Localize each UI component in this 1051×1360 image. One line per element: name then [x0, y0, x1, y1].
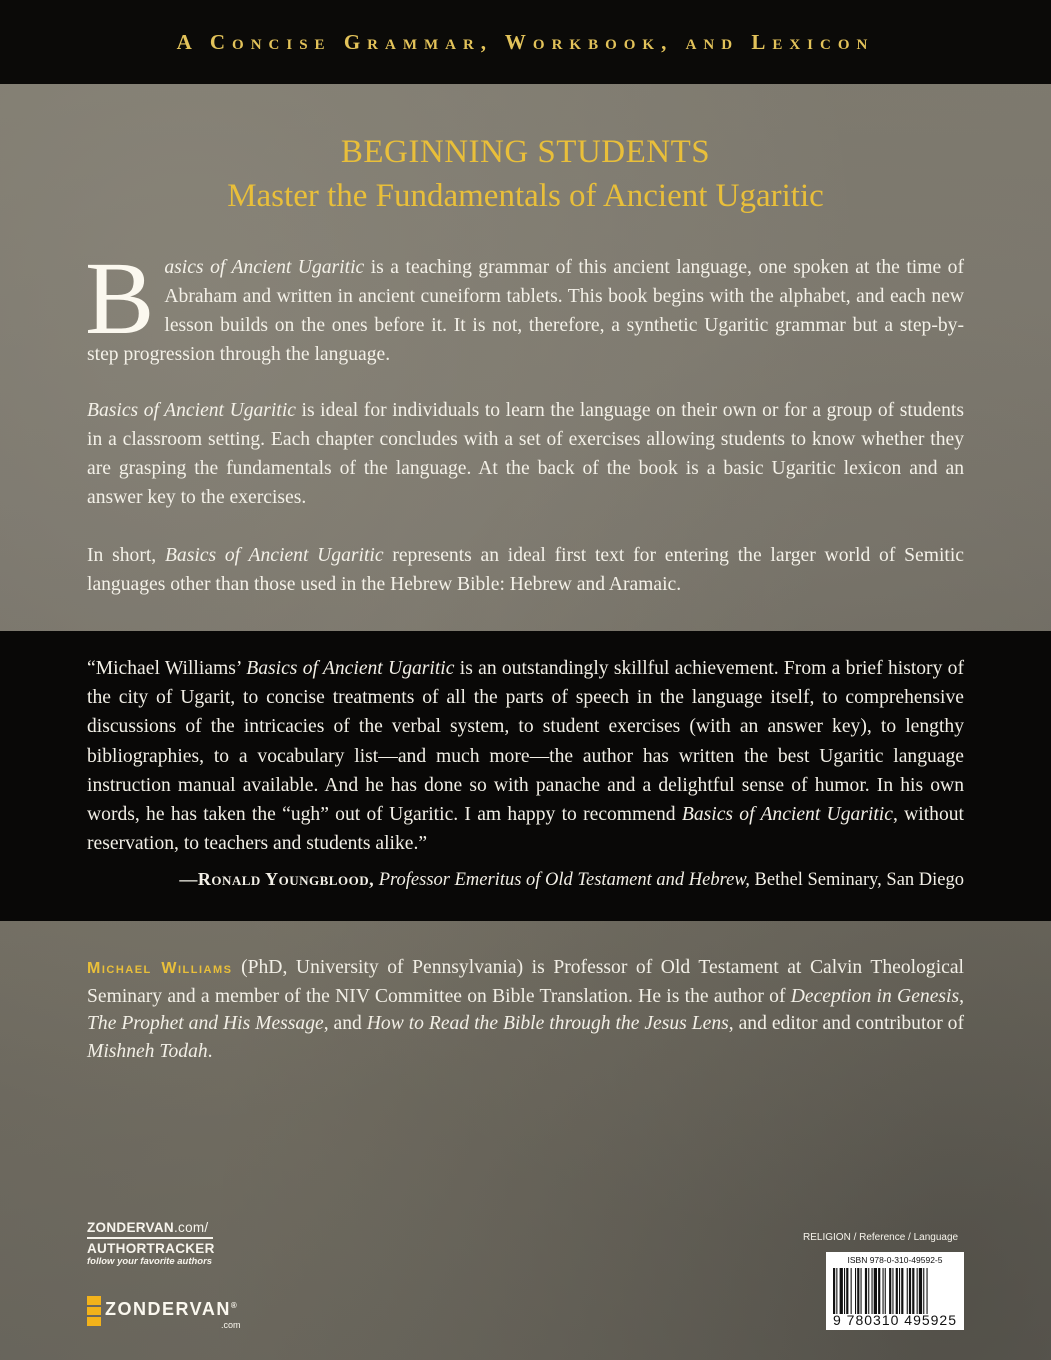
quote-text: is an outstandingly skillful achievement. From a brief history of the city of Ugarit, to concise treatments of all the parts of speech in the language itself, to comprehensive discussions of the intricacies of the verbal system, to student exercises (with an answer key), to lengthy bibliographies, to a vocabulary list—and much more—the author has written the best Ugaritic language instruction manual available. And he has done so with panache and a delightful sense of humor. In his own words, he has taken the “ugh” out of Ugaritic. I am happy to recommend	[87, 658, 964, 826]
barcode-bar	[889, 1268, 891, 1314]
paragraph-text: represents an ideal first text for entering the larger world of Semitic languages other than those used in the Hebrew Bible: Hebrew and Aramaic.	[87, 545, 964, 595]
book-title: How to Read the Bible through the Jesus Lens	[366, 1013, 729, 1035]
book-title: Deception in Genesis	[790, 985, 960, 1007]
barcode-bar	[919, 1268, 922, 1314]
barcode-bar	[861, 1268, 862, 1314]
barcode-bars-icon	[832, 1268, 960, 1314]
barcode-bar	[899, 1268, 900, 1314]
barcode-bar	[872, 1268, 873, 1314]
barcode-bar	[927, 1268, 928, 1314]
description-paragraph-1	[85, 241, 965, 369]
publisher-suffix: .com	[221, 1320, 241, 1330]
isbn-label: ISBN 978-0-310-49592-5	[847, 1255, 943, 1265]
tracker-title: AUTHORTRACKER	[87, 1240, 215, 1256]
paragraph-text: is a teaching grammar of this ancient language, one spoken at the time of Abraham and written in ancient cuneiform tablets. This book begins with the alphabet, and each new lesson builds on the ones before it. It is not, therefore, a synthetic Ugaritic grammar but a step-by-step progression through the language.	[87, 257, 965, 365]
barcode-bar	[878, 1268, 880, 1314]
headline-promise: Master the Fundamentals of Ancient Ugaritic	[227, 178, 824, 214]
description-paragraph-3	[87, 541, 964, 599]
book-title: Basics of Ancient Ugaritic	[87, 400, 296, 421]
barcode-bar	[851, 1268, 852, 1314]
barcode-bar	[907, 1268, 908, 1314]
barcode-bar	[917, 1268, 918, 1314]
book-title: asics of Ancient Ugaritic	[164, 257, 365, 278]
bio-text: ,	[959, 985, 964, 1007]
zondervan-mark-icon	[87, 1296, 101, 1326]
barcode-bar	[885, 1268, 886, 1314]
barcode-bar	[865, 1268, 867, 1314]
bio-text: (PhD, University of Pennsylvania) is Professor of Old Testament at Calvin Theological Seminary and a member of the NIV Committee on Bible Translation. He is the author of	[87, 957, 964, 1007]
bisac-category: RELIGION / Reference / Language	[803, 1232, 959, 1243]
barcode-bar	[855, 1268, 856, 1314]
publisher-wordmark: ZONDERVAN	[105, 1299, 231, 1319]
endorser-name: —Ronald Youngblood,	[179, 869, 375, 889]
author-name: Michael Williams	[87, 960, 233, 977]
authortracker-logo	[87, 1220, 227, 1267]
bio-text: .	[207, 1040, 213, 1062]
endorsement-quote	[87, 654, 964, 858]
book-title: The Prophet and His Message	[87, 1013, 324, 1035]
top-band	[0, 0, 1051, 84]
registered-mark: ®	[230, 1301, 239, 1310]
barcode-bar	[923, 1268, 924, 1314]
bio-text: , and editor and contributor of	[728, 1013, 964, 1035]
tracker-url	[87, 1220, 227, 1235]
bio-text: , and	[323, 1013, 367, 1035]
barcode-bar	[868, 1268, 869, 1314]
barcode-bar	[874, 1268, 877, 1314]
paragraph-text: is ideal for individuals to learn the language on their own or for a group of students in a classroom setting. Each chapter concludes with a set of exercises allowing students to know whether they are grasping the fundamentals of the language. At the back of the book is a basic Ugaritic lexicon and an answer key to the exercises.	[87, 400, 964, 508]
headline-audience: BEGINNING STUDENTS	[340, 134, 711, 170]
book-title: Mishneh Todah	[87, 1040, 208, 1062]
endorser-place: Bethel Seminary, San Diego	[749, 870, 964, 890]
barcode-bar	[901, 1268, 903, 1314]
tracker-brand: ZONDERVAN	[87, 1220, 174, 1235]
barcode-bar	[857, 1268, 859, 1314]
series-tagline: A Concise Grammar, Workbook, and Lexicon	[176, 29, 875, 54]
barcode-bar	[846, 1268, 848, 1314]
description-paragraph-2	[87, 396, 964, 512]
barcode-bar	[833, 1268, 835, 1314]
tracker-slogan: follow your favorite authors	[87, 1255, 213, 1267]
barcode-bar	[909, 1268, 911, 1314]
tracker-domain: .com/	[173, 1220, 209, 1235]
author-bio	[87, 954, 964, 1065]
publisher-name	[105, 1299, 238, 1320]
barcode-bar	[844, 1268, 845, 1314]
ean-number: 9 780310 495925	[833, 1312, 957, 1328]
barcode-bar	[883, 1268, 884, 1314]
drop-cap: B	[85, 241, 155, 356]
barcode-bar	[836, 1268, 837, 1314]
barcode-bar	[912, 1268, 914, 1314]
book-title: Basics of Ancient Ugaritic	[246, 658, 455, 679]
quote-text: “Michael Williams’	[87, 658, 247, 679]
endorser-role: Professor Emeritus of Old Testament and Hebrew,	[378, 870, 750, 890]
book-title: Basics of Ancient Ugaritic	[164, 545, 384, 566]
barcode-bar	[892, 1268, 893, 1314]
barcode-bar	[896, 1268, 898, 1314]
barcode-bar	[840, 1268, 843, 1314]
barcode	[826, 1252, 964, 1330]
endorsement-attribution	[87, 869, 964, 891]
publisher-logo	[87, 1294, 287, 1334]
paragraph-lead: In short,	[87, 545, 165, 566]
tracker-divider	[87, 1237, 213, 1239]
quote-text: , without reservation, to teachers and students alike.”	[87, 804, 964, 855]
book-title: Basics of Ancient Ugaritic	[681, 804, 893, 826]
